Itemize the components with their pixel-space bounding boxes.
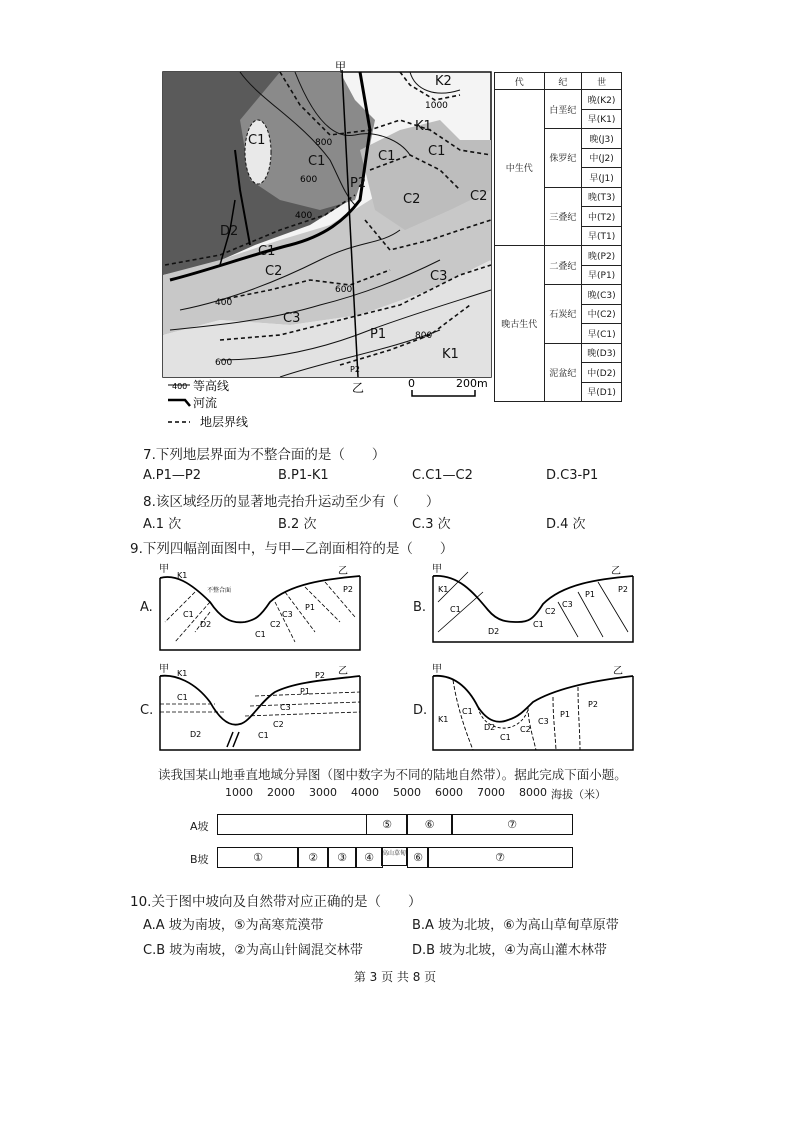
a-zone-7: ⑦ [451,814,573,835]
zone-label: C1 [308,154,326,169]
epoch-cell: 中(C2) [582,304,622,324]
profile-d-label: P2 [588,700,598,709]
q10-stem: 10.关于图中坡向及自然带对应正确的是（ ） [130,894,422,910]
q7-option-b[interactable]: B.P1-K1 [278,468,329,483]
scale-end: 200m [456,377,488,390]
q10-option-a[interactable]: A.A 坡为南坡，⑤为高寒荒漠带 [143,918,324,933]
profile-d-label: C3 [538,717,549,726]
q10-option-b[interactable]: B.A 坡为北坡，⑥为高山草甸草原带 [412,918,619,933]
q10-option-c[interactable]: C.B 坡为南坡，②为高山针阔混交林带 [143,943,363,958]
altitude-diagram [185,786,615,876]
profile-b-label: P2 [618,585,628,594]
contour-label: 400 [295,211,313,221]
altitude-tick: 1000 [225,786,253,799]
epoch-cell: 晚(J3) [582,129,622,149]
epoch-cell: 晚(T3) [582,187,622,207]
zone-label: K1 [442,347,459,362]
profile-d-label: P1 [560,710,570,719]
q10-option-d[interactable]: D.B 坡为北坡，④为高山灌木林带 [412,943,607,958]
profile-c-jia: 甲 [159,664,169,675]
table-header: 代 [495,73,545,90]
section-intro: 读我国某山地垂直地域分异图（图中数字为不同的陆地自然带）。据此完成下面小题。 [158,767,627,782]
q8-option-c[interactable]: C.3 次 [412,517,451,532]
altitude-tick: 3000 [309,786,337,799]
q7-option-d[interactable]: D.C3-P1 [546,468,599,483]
profile-b-yi: 乙 [611,566,621,577]
altitude-tick: 5000 [393,786,421,799]
zone-label: C1 [258,244,276,259]
profile-b-label: K1 [438,585,449,594]
zone-label: C1 [378,149,396,164]
epoch-cell: 早(J1) [582,168,622,188]
profile-c-label: C1 [177,693,188,702]
q8-option-d[interactable]: D.4 次 [546,517,586,532]
q8-option-b[interactable]: B.2 次 [278,517,317,532]
table-header: 世 [582,73,622,90]
q9-stem: 9.下列四幅剖面图中，与甲—乙剖面相符的是（ ） [130,541,454,557]
contour-label: 800 [315,138,333,148]
zone-label: K2 [435,74,452,89]
period-cell: 石炭纪 [544,285,582,344]
epoch-cell: 早(P1) [582,265,622,285]
point-yi: 乙 [352,381,365,395]
q8-stem: 8.该区域经历的显著地壳抬升运动至少有（ ） [143,494,440,510]
q7-option-c[interactable]: C.C1—C2 [412,468,473,483]
period-cell: 泥盆纪 [544,343,582,402]
zone-label: C1 [428,144,446,159]
slope-a-label: A坡 [190,820,209,833]
zone-label: P2 [350,365,360,374]
epoch-cell: 中(T2) [582,207,622,227]
epoch-cell: 晚(P2) [582,246,622,266]
q8-option-a[interactable]: A.1 次 [143,517,182,532]
profile-d-jia: 甲 [432,664,442,675]
epoch-cell: 中(D2) [582,363,622,383]
altitude-tick: 7000 [477,786,505,799]
epoch-cell: 晚(K2) [582,90,622,110]
profile-a-label: C1 [183,610,194,619]
era-cell: 晚古生代 [495,246,545,402]
profile-a-letter[interactable]: A. [140,600,153,615]
profile-a-note: 不整合面 [207,587,232,594]
profile-a[interactable] [155,562,370,654]
profile-a-label: K1 [177,571,188,580]
b-zone-3: ③ [327,847,357,868]
scale-zero: 0 [408,377,415,390]
legend-contour-sample: 400 [172,382,188,391]
q7-option-a[interactable]: A.P1—P2 [143,468,202,483]
profile-c-label: C1 [258,731,269,740]
stratigraphic-table [494,72,622,402]
profile-d-label: K1 [438,715,449,724]
profile-a-label: C2 [270,620,281,629]
table-header: 纪 [544,73,582,90]
contour-label: 600 [335,285,353,295]
epoch-cell: 晚(D3) [582,343,622,363]
b-zone-6: ⑥ [407,847,429,868]
profile-d-label: C1 [462,707,473,716]
profile-c[interactable] [155,662,370,757]
profile-c-yi: 乙 [338,666,348,677]
epoch-cell: 早(D1) [582,382,622,402]
zone-label: C2 [403,192,421,207]
legend-contour: 等高线 [193,379,230,393]
period-cell: 二叠纪 [544,246,582,285]
profile-c-label: K1 [177,669,188,678]
profile-c-label: P1 [300,687,310,696]
profile-a-label: D2 [200,620,212,629]
profile-a-label: C1 [255,630,266,639]
contour-label: 1000 [425,101,448,111]
profile-d-label: D2 [484,723,496,732]
legend-river: 河流 [193,396,218,410]
profile-b-label: C1 [533,620,544,629]
contour-label: 800 [415,331,433,341]
altitude-tick: 6000 [435,786,463,799]
profile-c-label: D2 [190,730,202,739]
contour-label: 400 [215,298,233,308]
point-jia: 甲 [335,60,346,73]
profile-d-label: C2 [520,725,531,734]
b-zone-7: ⑦ [427,847,573,868]
period-cell: 三叠纪 [544,187,582,246]
profile-a-label: C3 [282,610,293,619]
profile-b-label: C2 [545,607,556,616]
b-zone-2: ② [297,847,329,868]
profile-b-label: D2 [488,627,500,636]
altitude-tick: 4000 [351,786,379,799]
zone-label: K1 [415,119,432,134]
geologic-map [160,60,495,445]
profile-b-label: P1 [585,590,595,599]
profile-c-label: C2 [273,720,284,729]
profile-a-label: P2 [343,585,353,594]
period-cell: 白垩纪 [544,90,582,129]
profile-b[interactable] [428,562,643,654]
profile-d-label: C1 [500,733,511,742]
profile-b-letter[interactable]: B. [413,600,427,615]
zone-label: C1 [248,133,266,148]
zone-label: P1 [370,327,387,342]
contour-label: 600 [215,358,233,368]
profile-b-label: C3 [562,600,573,609]
era-cell: 中生代 [495,90,545,246]
a-zone-6: ⑥ [406,814,453,835]
zone-label: C3 [283,311,301,326]
epoch-cell: 中(J2) [582,148,622,168]
zone-label: D2 [220,224,239,239]
profile-d-yi: 乙 [613,666,623,677]
slope-b-label: B坡 [190,853,209,866]
zone-label: C3 [430,269,448,284]
profile-a-yi: 乙 [338,566,348,577]
altitude-tick: 8000 [519,786,547,799]
map-svg [160,60,495,445]
b-zone-alpine-meadow: 高山草甸 [381,847,407,866]
zone-label: P2 [350,176,367,191]
epoch-cell: 晚(C3) [582,285,622,305]
profile-b-label: C1 [450,605,461,614]
profile-c-letter[interactable]: C. [140,703,154,718]
profile-c-label: C3 [280,703,291,712]
zone-label: C2 [470,189,488,204]
profile-d-letter[interactable]: D. [413,703,428,718]
profile-a-label: P1 [305,603,315,612]
contour-label: 600 [300,175,318,185]
epoch-cell: 早(C1) [582,324,622,344]
epoch-cell: 早(T1) [582,226,622,246]
b-zone-1: ① [217,847,299,868]
profile-c-label: P2 [315,671,325,680]
zone-label: C2 [265,264,283,279]
a-zone-5: ⑤ [366,814,408,835]
profile-d[interactable] [428,662,643,757]
epoch-cell: 早(K1) [582,109,622,129]
altitude-tick: 2000 [267,786,295,799]
q7-stem: 7.下列地层界面为不整合面的是（ ） [143,447,386,463]
profile-a-jia: 甲 [159,564,169,575]
profile-b-jia: 甲 [432,564,442,575]
period-cell: 侏罗纪 [544,129,582,188]
page-footer: 第 3 页 共 8 页 [353,970,437,984]
b-zone-4: ④ [355,847,383,868]
altitude-axis-label: 海拔（米） [551,788,606,801]
legend-boundary: 地层界线 [200,415,249,429]
